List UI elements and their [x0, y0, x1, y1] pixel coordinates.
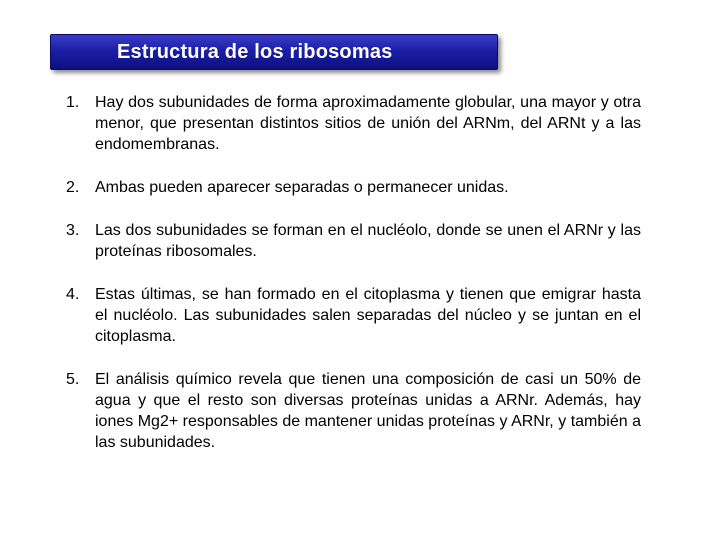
list-item-text: Las dos subunidades se forman en el nucléolo, donde se unen el ARNr y las proteínas ribosomales.	[95, 222, 641, 260]
list-item-number: 2.	[66, 179, 80, 196]
list-item	[66, 177, 641, 198]
list-item-number: 3.	[66, 222, 80, 239]
list-item-number: 5.	[66, 371, 80, 388]
list-item	[66, 220, 641, 262]
slide-title: Estructura de los ribosomas	[117, 41, 393, 63]
list-item	[66, 92, 641, 155]
list-item-text: Hay dos subunidades de forma aproximadamente globular, una mayor y otra menor, que presentan distintos sitios de unión del ARNm, del ARNt y a las endomembranas.	[95, 94, 641, 153]
list-item-text: Ambas pueden aparecer separadas o permanecer unidas.	[95, 179, 509, 196]
list-item	[66, 369, 641, 453]
numbered-list	[66, 92, 641, 475]
list-item-number: 4.	[66, 286, 80, 303]
list-item-text: El análisis químico revela que tienen una composición de casi un 50% de agua y que el resto son diversas proteínas unidas a ARNr. Además, hay iones Mg2+ responsables de mantener unidas proteínas y ARNr, y también a las subunidades.	[95, 371, 641, 451]
title-banner	[50, 34, 498, 70]
list-item	[66, 284, 641, 347]
list-item-text: Estas últimas, se han formado en el citoplasma y tienen que emigrar hasta el nucléolo. Las subunidades salen separadas del núcleo y se juntan en el citoplasma.	[95, 286, 641, 345]
list-item-number: 1.	[66, 94, 80, 111]
